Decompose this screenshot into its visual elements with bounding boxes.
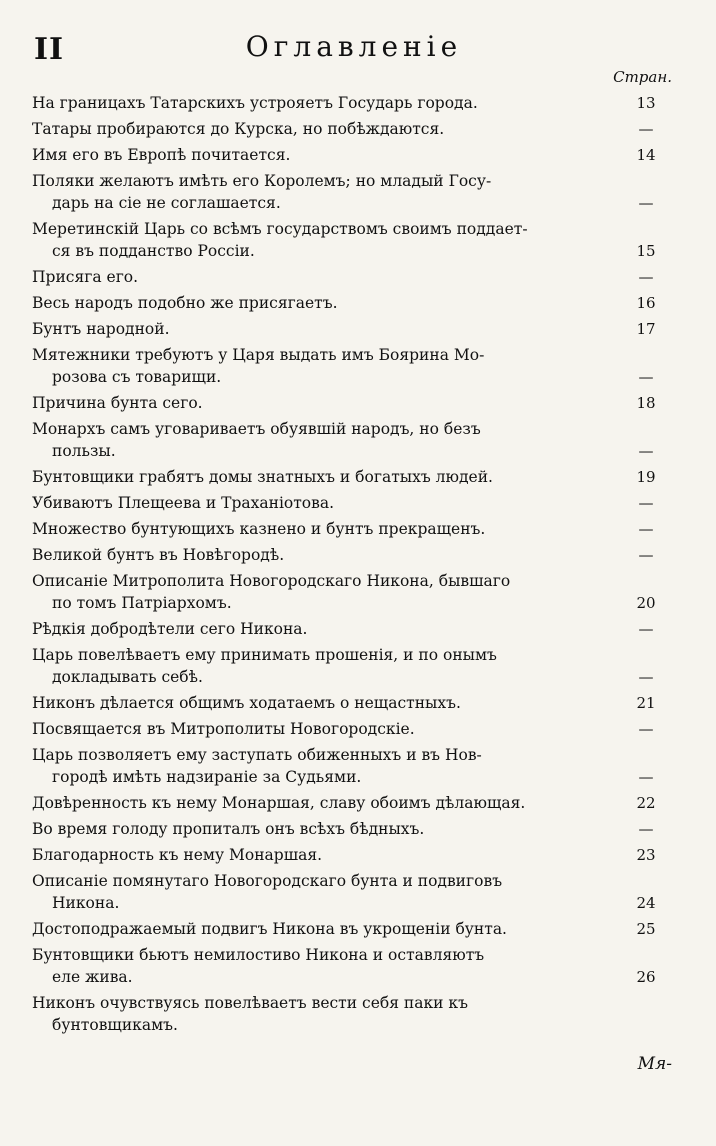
toc-entry-page: 23 — [636, 846, 656, 864]
toc-entry-page: — — [638, 368, 654, 386]
toc-entry-page: 21 — [636, 694, 656, 712]
toc-entry-page: — — [638, 120, 654, 138]
toc-entry — [32, 492, 672, 514]
toc-entry — [32, 92, 672, 114]
toc-entry-page: 19 — [636, 468, 656, 486]
toc-entry-page: — — [638, 520, 654, 538]
page-column-label: Стран. — [613, 68, 672, 86]
toc-entry-text: Бунтовщики бьютъ немилостиво Никона и оставляютъ — [32, 946, 485, 964]
toc-entry-text: Бунтовщики грабятъ домы знатныхъ и богатыхъ людей. — [32, 468, 493, 486]
toc-entry — [32, 744, 672, 788]
toc-entry-page: — — [638, 194, 654, 212]
toc-entry-page: — — [638, 620, 654, 638]
toc-entry — [32, 918, 672, 940]
toc-entry — [32, 870, 672, 914]
toc-entry — [32, 644, 672, 688]
toc-entry-page: 15 — [636, 242, 656, 260]
toc-entry — [32, 292, 672, 314]
toc-entry-text: Царь позволяетъ ему заступать обиженныхъ и въ Нов- — [32, 746, 482, 764]
toc-entry-text: Множество бунтующихъ казнено и бунтъ прекращенъ. — [32, 520, 486, 538]
toc-entry-text: Во время голоду пропиталъ онъ всѣхъ бѣдныхъ. — [32, 820, 425, 838]
toc-entry-page: 22 — [636, 794, 656, 812]
toc-entry — [32, 344, 672, 388]
toc-entry-text: докладывать себѣ. — [52, 668, 203, 686]
toc-entry-text: Великой бунтъ въ Новѣгородѣ. — [32, 546, 285, 564]
toc-entry-text: Посвящается въ Митрополиты Новогородскіе. — [32, 720, 415, 738]
toc-entry-text: Бунтъ народной. — [32, 320, 170, 338]
toc-entry-page: 13 — [636, 94, 656, 112]
toc-entry-text: Благодарность къ нему Монаршая. — [32, 846, 323, 864]
toc-entry-text: Поляки желаютъ имѣть его Королемъ; но младый Госу- — [32, 172, 492, 190]
toc-entry-page: — — [638, 720, 654, 738]
toc-entry-text: Достоподражаемый подвигъ Никона въ укрощеніи бунта. — [32, 920, 507, 938]
toc-entry — [32, 692, 672, 714]
toc-entry-text: Татары пробираются до Курска, но побѣждаются. — [32, 120, 445, 138]
toc-entry — [32, 318, 672, 340]
toc-entry — [32, 792, 672, 814]
toc-entry-page: — — [638, 546, 654, 564]
toc-entry — [32, 170, 672, 214]
toc-entry-text: На границахъ Татарскихъ устрояетъ Государь города. — [32, 94, 478, 112]
toc-entry — [32, 618, 672, 640]
toc-entry-text: Причина бунта сего. — [32, 394, 203, 412]
toc-entry — [32, 392, 672, 414]
toc-entry-text: Описаніе Митрополита Новогородскаго Никона, бывшаго — [32, 572, 511, 590]
toc-entry-text: Мятежники требуютъ у Царя выдать имъ Боярина Мо- — [32, 346, 485, 364]
toc-entry — [32, 944, 672, 988]
toc-entry-page: 26 — [636, 968, 656, 986]
page-header — [34, 30, 674, 74]
toc-entry-page: 24 — [636, 894, 656, 912]
toc-entry-text: ся въ подданство Россіи. — [52, 242, 255, 260]
toc-entry — [32, 218, 672, 262]
toc-entry-text: Весь народъ подобно же присягаетъ. — [32, 294, 338, 312]
toc-entry-text: Никонъ дѣлается общимъ ходатаемъ о нещастныхъ. — [32, 694, 461, 712]
page-title: Оглавленіе — [245, 30, 463, 63]
toc-entry-page: 18 — [636, 394, 656, 412]
toc-entry — [32, 518, 672, 540]
table-of-contents — [32, 92, 672, 1040]
toc-entry-page: 20 — [636, 594, 656, 612]
toc-entry-text: Меретинскій Царь со всѣмъ государствомъ своимъ поддает- — [32, 220, 528, 238]
toc-entry — [32, 118, 672, 140]
toc-entry — [32, 570, 672, 614]
toc-entry — [32, 992, 672, 1036]
toc-entry-page: — — [638, 820, 654, 838]
toc-entry-page: 16 — [636, 294, 656, 312]
toc-entry — [32, 144, 672, 166]
toc-entry-text: Убиваютъ Плещеева и Траханіотова. — [32, 494, 335, 512]
toc-entry-text: бунтовщикамъ. — [52, 1016, 178, 1034]
toc-entry-text: Рѣдкія добродѣтели сего Никона. — [32, 620, 308, 638]
toc-entry-text: Царь повелѣваетъ ему принимать прошенія, и по онымъ — [32, 646, 497, 664]
toc-entry-text: розова съ товарищи. — [52, 368, 222, 386]
toc-entry — [32, 466, 672, 488]
toc-entry-text: Имя его въ Европѣ почитается. — [32, 146, 291, 164]
toc-entry-page: — — [638, 768, 654, 786]
toc-entry-text: еле жива. — [52, 968, 133, 986]
toc-entry-text: Монархъ самъ уговариваетъ обуявшій народъ, но безъ — [32, 420, 481, 438]
toc-entry-text: пользы. — [52, 442, 116, 460]
toc-entry — [32, 418, 672, 462]
toc-entry-text: Описаніе помянутаго Новогородскаго бунта и подвиговъ — [32, 872, 503, 890]
toc-entry-text: Довѣренность къ нему Монаршая, славу обоимъ дѣлающая. — [32, 794, 526, 812]
toc-entry-text: городѣ имѣть надзираніе за Судьями. — [52, 768, 362, 786]
toc-entry-text: Никонъ очувствуясь повелѣваетъ вести себя паки къ — [32, 994, 468, 1012]
toc-entry — [32, 544, 672, 566]
page-number: II — [34, 32, 65, 67]
toc-entry-page: 14 — [636, 146, 656, 164]
toc-entry-page: — — [638, 668, 654, 686]
toc-entry-page: 25 — [636, 920, 656, 938]
toc-entry — [32, 266, 672, 288]
toc-entry-text: по томъ Патріархомъ. — [52, 594, 232, 612]
toc-entry-page: — — [638, 442, 654, 460]
toc-entry — [32, 818, 672, 840]
toc-entry-text: дарь на сіе не соглашается. — [52, 194, 281, 212]
toc-entry-page: — — [638, 494, 654, 512]
toc-entry-text: Никона. — [52, 894, 120, 912]
catchword: Мя- — [637, 1054, 672, 1074]
toc-entry-text: Присяга его. — [32, 268, 139, 286]
toc-entry-page: — — [638, 268, 654, 286]
toc-entry — [32, 718, 672, 740]
toc-entry — [32, 844, 672, 866]
toc-entry-page: 17 — [636, 320, 656, 338]
